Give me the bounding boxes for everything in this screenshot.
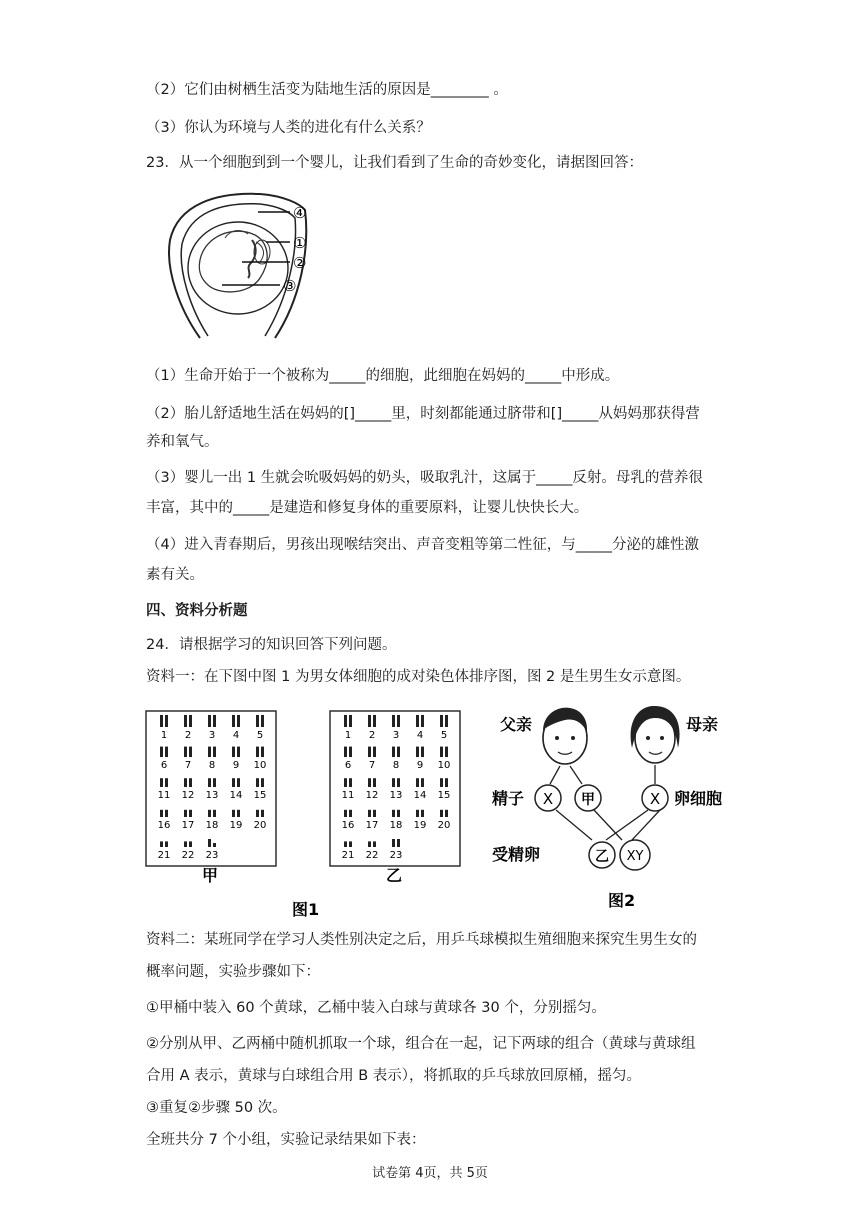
chromosome-mark (165, 778, 168, 787)
chromosome-mark (189, 715, 192, 727)
material-1: 资料一：在下图中图 1 为男女体细胞的成对染色体排序图，图 2 是生男生女示意图。 (146, 669, 691, 685)
chromosome-mark (213, 843, 216, 847)
chromosome-number: 6 (344, 760, 352, 771)
sperm-label: 精子 (492, 789, 525, 808)
chromosome-mark (237, 778, 240, 787)
karyotype-panel-b-label: 乙 (386, 866, 403, 885)
chromosome-number: 15 (253, 790, 267, 801)
q23-part4-line1: （4）进入青春期后，男孩出现喉结突出、声音变粗等第二性征，与_____分泌的雄性激 (146, 537, 699, 553)
step-2-line1: ②分别从甲、乙两桶中随机抓取一个球，组合在一起，记下两球的组合（黄球与黄球组 (146, 1036, 696, 1052)
material-2-line1: 资料二：某班同学在学习人类性别决定之后，用乒乓球模拟生殖细胞来探究生男生女的 (146, 932, 697, 948)
chromosome-number: 1 (344, 730, 352, 741)
chromosome-mark (213, 810, 216, 817)
q23-part2-line1: （2）胎儿舒适地生活在妈妈的[]_____里，时刻都能通过脐带和[]_____从妈妈那获得营 (146, 406, 700, 422)
chromosome-number: 1 (160, 730, 168, 741)
chromosome-mark (349, 715, 352, 727)
chromosome-number: 2 (184, 730, 192, 741)
chromosome-mark (237, 747, 240, 757)
chromosome-mark (373, 747, 376, 757)
chromosome-mark (232, 810, 235, 817)
chromosome-mark (184, 747, 187, 757)
step-4: 全班共分 7 个小组，实验记录结果如下表： (146, 1132, 426, 1148)
chromosome-mark (208, 778, 211, 787)
chromosome-mark (261, 810, 264, 817)
chromosome-number: 3 (392, 730, 400, 741)
father-label: 父亲 (500, 715, 533, 734)
chromosome-number: 14 (229, 790, 243, 801)
chromosome-mark (184, 810, 187, 817)
chromosome-mark (373, 715, 376, 727)
sex-determination-diagram (490, 700, 740, 920)
chromosome-mark (392, 715, 395, 727)
chromosome-mark (237, 715, 240, 727)
q22-part3: （3）你认为环境与人类的进化有什么关系？ (146, 120, 431, 136)
chromosome-mark (232, 747, 235, 757)
chromosome-mark (189, 747, 192, 757)
sperm-x: X (542, 790, 554, 808)
egg-x: X (649, 790, 661, 808)
chromosome-mark (261, 778, 264, 787)
fetus-label-2: ② (293, 254, 307, 272)
chromosome-number: 16 (157, 820, 171, 831)
chromosome-number: 12 (365, 790, 379, 801)
chromosome-mark (445, 747, 448, 757)
chromosome-number: 3 (208, 730, 216, 741)
chromosome-mark (237, 810, 240, 817)
q24-stem: 24．请根据学习的知识回答下列问题。 (146, 637, 397, 653)
chromosome-mark (440, 715, 443, 727)
chromosome-mark (397, 839, 400, 847)
chromosome-mark (392, 839, 395, 847)
chromosome-number: 7 (368, 760, 376, 771)
chromosome-mark (349, 747, 352, 757)
chromosome-number: 20 (253, 820, 267, 831)
chromosome-mark (184, 841, 187, 847)
chromosome-mark (397, 747, 400, 757)
section-title: 四、资料分析题 (146, 603, 248, 619)
chromosome-number: 6 (160, 760, 168, 771)
q23-part1: （1）生命开始于一个被称为_____的细胞，此细胞在妈妈的_____中形成。 (146, 368, 620, 384)
chromosome-mark (189, 810, 192, 817)
q23-stem: 23．从一个细胞到到一个婴儿，让我们看到了生命的奇妙变化，请据图回答： (146, 155, 643, 171)
q23-part2-line2: 养和氧气。 (146, 434, 219, 450)
chromosome-mark (421, 810, 424, 817)
chromosome-number: 12 (181, 790, 195, 801)
chromosome-mark (349, 778, 352, 787)
chromosome-mark (368, 810, 371, 817)
father-face-icon (543, 708, 587, 764)
figure-1-caption: 图1 (292, 900, 320, 919)
chromosome-mark (445, 778, 448, 787)
karyotype-figure (140, 705, 480, 920)
chromosome-mark (165, 715, 168, 727)
page-footer: 试卷第 4页，共 5页 (372, 1166, 488, 1181)
chromosome-mark (416, 747, 419, 757)
chromosome-number: 5 (256, 730, 264, 741)
chromosome-mark (189, 841, 192, 847)
mother-label: 母亲 (686, 715, 719, 734)
zygote-yi: 乙 (595, 849, 609, 865)
chromosome-number: 2 (368, 730, 376, 741)
chromosome-number: 7 (184, 760, 192, 771)
chromosome-mark (373, 841, 376, 847)
sperm-jia: 甲 (581, 792, 595, 808)
chromosome-mark (344, 747, 347, 757)
chromosome-mark (421, 778, 424, 787)
chromosome-mark (349, 810, 352, 817)
step-3: ③重复②步骤 50 次。 (146, 1100, 287, 1116)
chromosome-mark (184, 715, 187, 727)
material-2-line2: 概率问题，实验步骤如下： (146, 964, 320, 980)
fetus-uterus-figure (160, 190, 330, 340)
chromosome-mark (165, 841, 168, 847)
chromosome-mark (256, 715, 259, 727)
chromosome-mark (373, 778, 376, 787)
step-2-line2: 合用 A 表示，黄球与白球组合用 B 表示），将抓取的乒乓球放回原桶，摇匀。 (146, 1068, 642, 1084)
chromosome-number: 9 (232, 760, 240, 771)
chromosome-mark (368, 715, 371, 727)
chromosome-number: 19 (229, 820, 243, 831)
chromosome-mark (344, 778, 347, 787)
q23-part3-line1: （3）婴儿一出 1 生就会吮吸妈妈的奶头，吸取乳汁，这属于_____反射。母乳的营养很 (146, 470, 703, 486)
chromosome-mark (256, 747, 259, 757)
chromosome-mark (416, 778, 419, 787)
chromosome-mark (184, 778, 187, 787)
chromosome-mark (261, 715, 264, 727)
chromosome-number: 4 (232, 730, 240, 741)
chromosome-mark (416, 810, 419, 817)
chromosome-mark (416, 715, 419, 727)
chromosome-number: 10 (437, 760, 451, 771)
zygote-xy: XY (626, 849, 644, 864)
fetus-label-3: ③ (283, 277, 297, 295)
chromosome-mark (368, 747, 371, 757)
chromosome-mark (368, 841, 371, 847)
chromosome-number: 9 (416, 760, 424, 771)
chromosome-mark (344, 841, 347, 847)
chromosome-mark (213, 747, 216, 757)
chromosome-mark (440, 747, 443, 757)
chromosome-mark (232, 715, 235, 727)
chromosome-number: 5 (440, 730, 448, 741)
chromosome-number: 18 (389, 820, 403, 831)
figure-2-caption: 图2 (608, 891, 636, 910)
q23-part3-line2: 丰富，其中的_____是建造和修复身体的重要原料，让婴儿快快长大。 (146, 500, 589, 516)
karyotype-panel-a-label: 甲 (202, 866, 219, 885)
chromosome-number: 10 (253, 760, 267, 771)
chromosome-mark (160, 715, 163, 727)
chromosome-number: 14 (413, 790, 427, 801)
chromosome-number: 17 (181, 820, 195, 831)
chromosome-mark (392, 747, 395, 757)
chromosome-number: 22 (181, 850, 195, 861)
fetus-label-4: ④ (293, 204, 307, 222)
chromosome-mark (261, 747, 264, 757)
q22-part2: （2）它们由树栖生活变为陆地生活的原因是________ 。 (146, 82, 508, 98)
chromosome-mark (213, 778, 216, 787)
step-1: ①甲桶中装入 60 个黄球，乙桶中装入白球与黄球各 30 个，分别摇匀。 (146, 1000, 606, 1016)
chromosome-number: 19 (413, 820, 427, 831)
chromosome-number: 20 (437, 820, 451, 831)
fetus-label-1: ① (293, 234, 307, 252)
chromosome-mark (392, 778, 395, 787)
chromosome-number: 18 (205, 820, 219, 831)
chromosome-mark (397, 715, 400, 727)
chromosome-number: 15 (437, 790, 451, 801)
chromosome-mark (165, 810, 168, 817)
chromosome-mark (440, 810, 443, 817)
chromosome-mark (397, 778, 400, 787)
chromosome-mark (213, 715, 216, 727)
chromosome-mark (160, 778, 163, 787)
chromosome-mark (440, 778, 443, 787)
chromosome-mark (421, 715, 424, 727)
chromosome-mark (208, 747, 211, 757)
chromosome-mark (232, 778, 235, 787)
zygote-label: 受精卵 (492, 845, 541, 864)
chromosome-mark (368, 778, 371, 787)
chromosome-mark (421, 747, 424, 757)
q23-part4-line2: 素有关。 (146, 567, 204, 583)
chromosome-number: 22 (365, 850, 379, 861)
chromosome-mark (344, 810, 347, 817)
chromosome-number: 16 (341, 820, 355, 831)
chromosome-mark (397, 810, 400, 817)
chromosome-mark (344, 715, 347, 727)
chromosome-mark (160, 810, 163, 817)
egg-cell-label: 卵细胞 (674, 789, 723, 808)
chromosome-number: 8 (208, 760, 216, 771)
mother-face-icon (631, 706, 680, 763)
chromosome-mark (165, 747, 168, 757)
chromosome-mark (208, 810, 211, 817)
chromosome-mark (445, 715, 448, 727)
chromosome-number: 13 (205, 790, 219, 801)
chromosome-mark (160, 747, 163, 757)
chromosome-number: 13 (389, 790, 403, 801)
chromosome-number: 4 (416, 730, 424, 741)
chromosome-mark (349, 841, 352, 847)
chromosome-mark (160, 841, 163, 847)
chromosome-number: 17 (365, 820, 379, 831)
chromosome-mark (256, 810, 259, 817)
chromosome-number: 23 (389, 850, 403, 861)
chromosome-mark (208, 715, 211, 727)
chromosome-number: 21 (157, 850, 171, 861)
chromosome-number: 8 (392, 760, 400, 771)
chromosome-mark (373, 810, 376, 817)
chromosome-number: 23 (205, 850, 219, 861)
chromosome-mark (189, 778, 192, 787)
chromosome-number: 21 (341, 850, 355, 861)
chromosome-mark (208, 839, 211, 847)
chromosome-mark (256, 778, 259, 787)
chromosome-number: 11 (157, 790, 171, 801)
chromosome-mark (392, 810, 395, 817)
chromosome-number: 11 (341, 790, 355, 801)
chromosome-mark (445, 810, 448, 817)
